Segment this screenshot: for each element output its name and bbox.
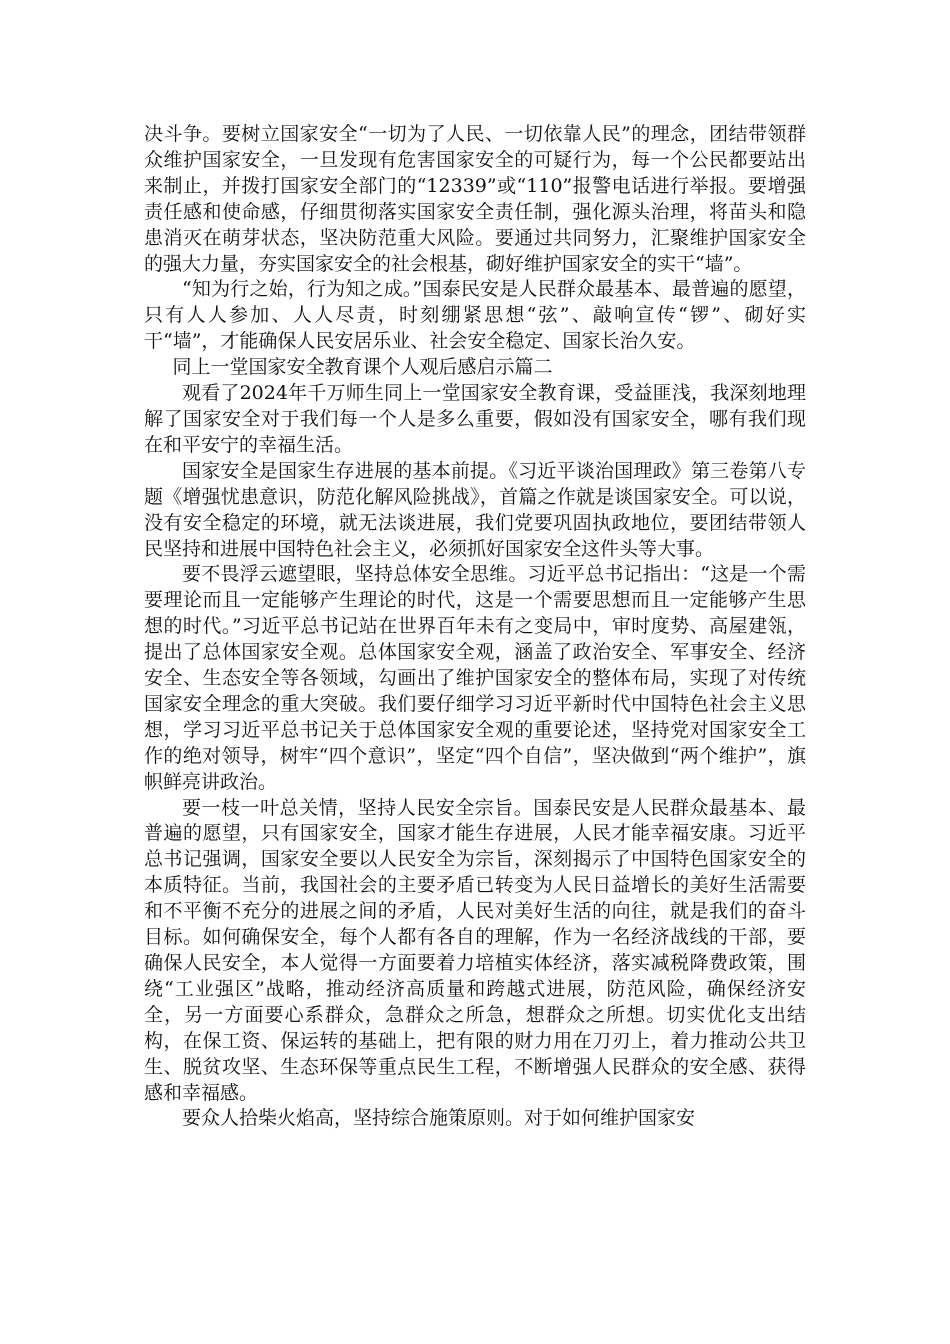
paragraph-5: 要不畏浮云遮望眼，坚持总体安全思维。习近平总书记指出：“这是一个需要理论而且一定能够产生理论的时代，这是一个需要思想而且一定能够产生思想的时代。”习近平总书记站在世界百年未有之变局中，审时度势、高屋建瓴，提出了总体国家安全观。总体国家安全观，涵盖了政治安全、军事安全、经济安全、生态安全等各领域，勾画出了维护国家安全的整体布局，实现了对传统国家安全理念的重大突破。我们要仔细学习习近平新时代中国特色社会主义思想，学习习近平总书记关于总体国家安全观的重要论述，坚持党对国家安全工作的绝对领导，树牢“四个意识”，坚定“四个自信”，坚决做到“两个维护”，旗帜鲜亮讲政治。 (144, 563, 806, 793)
paragraph-1: 决斗争。要树立国家安全“一切为了人民、一切依靠人民”的理念，团结带领群众维护国家安全，一旦发现有危害国家安全的可疑行为，每一个公民都要站出来制止，并拨打国家安全部门的“12339”或“110”报警电话进行举报。要增强责任感和使命感，仔细贯彻落实国家安全责任制，强化源头治理，将苗头和隐患消灭在萌芽状态，坚决防范重大风险。要通过共同努力，汇聚维护国家安全的强大力量，夯实国家安全的社会根基，砌好维护国家安全的实干“墙”。 (144, 123, 806, 275)
paragraph-2: “知为行之始，行为知之成。”国泰民安是人民群众最基本、最普遍的愿望，只有人人参加、人人尽责，时刻绷紧思想“弦”、敲响宣传“锣”、砌好实干“墙”，才能确保人民安居乐业、社会安全稳定、国家长治久安。 (144, 278, 806, 353)
paragraph-3: 观看了2024年千万师生同上一堂国家安全教育课，受益匪浅，我深刻地理解了国家安全对于我们每一个人是多么重要，假如没有国家安全，哪有我们现在和平安宁的幸福生活。 (144, 382, 806, 456)
paragraph-6: 要一枝一叶总关情，坚持人民安全宗旨。国泰民安是人民群众最基本、最普遍的愿望，只有国家安全，国家才能生存进展，人民才能幸福安康。习近平总书记强调，国家安全要以人民安全为宗旨，深刻揭示了中国特色国家安全的本质特征。当前，我国社会的主要矛盾已转变为人民日益增长的美好生活需要和不平衡不充分的进展之间的矛盾，人民对美好生活的向往，就是我们的奋斗目标。如何确保安全，每个人都有各自的理解，作为一名经济战线的干部，要确保人民安全，本人觉得一方面要着力培植实体经济，落实减税降费政策，围绕“工业强区”战略，推动经济高质量和跨越式进展，防范风险，确保经济安全，另一方面要心系群众，急群众之所急，想群众之所想。切实优化支出结构，在保工资、保运转的基础上，把有限的财力用在刀刃上，着力推动公共卫生、脱贫攻坚、生态环保等重点民生工程，不断增强人民群众的安全感、获得感和幸福感。 (144, 796, 806, 1104)
paragraph-7: 要众人拾柴火焰高，坚持综合施策原则。对于如何维护国家安 (182, 1107, 696, 1130)
paragraph-4: 国家安全是国家生存进展的基本前提。《习近平谈治国理政》第三卷第八专题《增强忧患意识，防范化解风险挑战》，首篇之作就是谈国家安全。可以说，没有安全稳定的环境，就无法谈进展，我们党要巩固执政地位，要团结带领人民坚持和进展中国特色社会主义，必须抓好国家安全这件头等大事。 (144, 459, 806, 560)
document-body (144, 122, 806, 1132)
section-heading: 同上一堂国家安全教育课个人观后感启示篇二 (172, 356, 553, 379)
